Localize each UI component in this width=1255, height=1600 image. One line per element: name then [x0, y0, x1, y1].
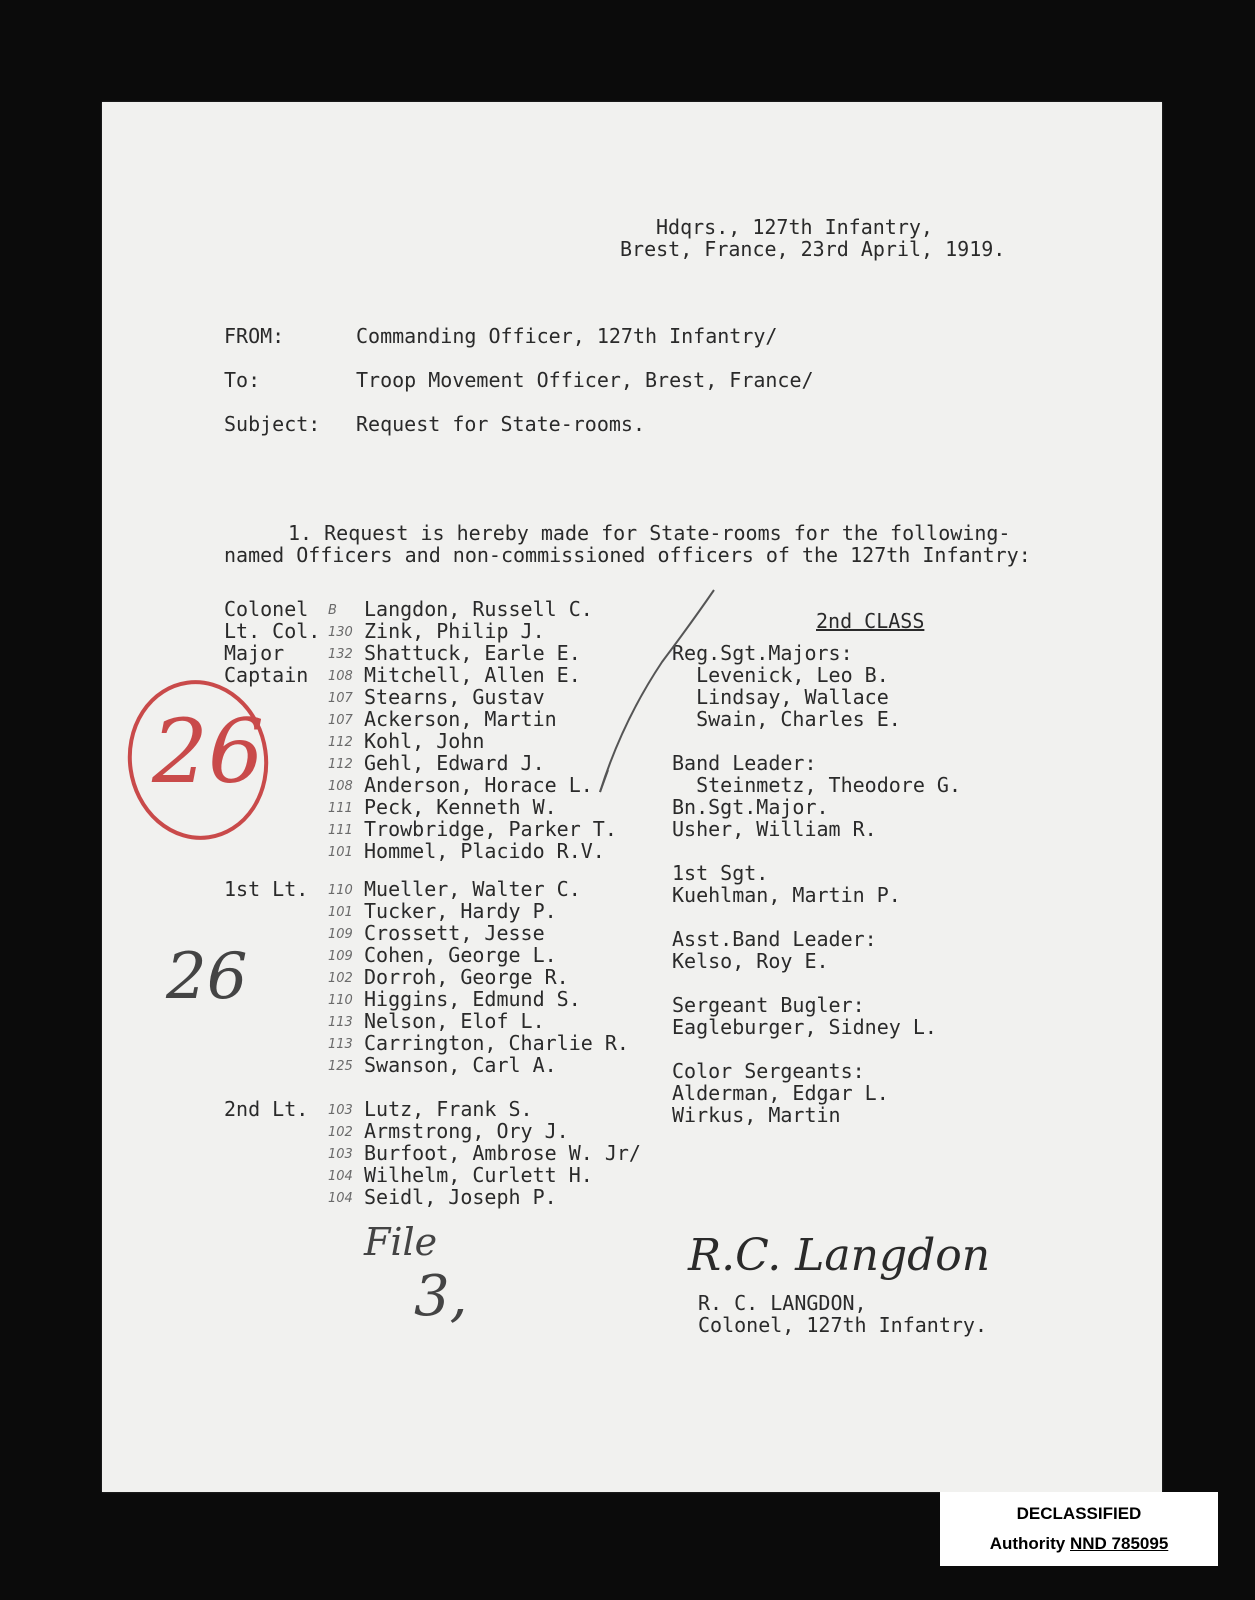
second-class-line: Alderman, Edgar L.	[672, 1081, 889, 1105]
officer-name: Langdon, Russell C.	[364, 597, 593, 621]
second-class-line: Lindsay, Wallace	[672, 685, 889, 709]
officer-name: Gehl, Edward J.	[364, 751, 545, 775]
from-label: FROM:	[224, 324, 285, 348]
officer-pencil-number: 104	[328, 1169, 353, 1184]
document-page	[102, 102, 1162, 1492]
body-line-2: named Officers and non-commissioned officers of the 127th Infantry:	[224, 543, 1031, 567]
officer-pencil-number: 110	[328, 883, 353, 898]
second-class-line: Steinmetz, Theodore G.	[672, 773, 961, 797]
officer-name: Mueller, Walter C.	[364, 877, 581, 901]
to-value: Troop Movement Officer, Brest, France/	[356, 368, 814, 392]
declassified-stamp	[940, 1492, 1218, 1566]
officer-rank: Lt. Col.	[224, 619, 321, 643]
officer-pencil-number: 111	[328, 801, 353, 816]
officer-pencil-number: 104	[328, 1191, 353, 1206]
officer-pencil-number: 109	[328, 949, 353, 964]
second-class-line: Reg.Sgt.Majors:	[672, 641, 853, 665]
officer-rank: Captain	[224, 663, 309, 687]
officer-rank: Major	[224, 641, 285, 665]
signature-name: R. C. LANGDON,	[698, 1291, 867, 1315]
officer-pencil-number: 102	[328, 1125, 353, 1140]
officer-pencil-number: 112	[328, 735, 353, 750]
officer-pencil-number: 113	[328, 1037, 353, 1052]
officer-name: Kohl, John	[364, 729, 485, 753]
officer-rank: 1st Lt.	[224, 877, 309, 901]
officer-pencil-number: 113	[328, 1015, 353, 1030]
second-class-line: Bn.Sgt.Major.	[672, 795, 829, 819]
officer-name: Hommel, Placido R.V.	[364, 839, 605, 863]
second-class-line: 1st Sgt.	[672, 861, 769, 885]
second-class-heading: 2nd CLASS	[816, 609, 925, 633]
officer-name: Dorroh, George R.	[364, 965, 569, 989]
officer-name: Burfoot, Ambrose W. Jr/	[364, 1141, 641, 1165]
officer-pencil-number: 110	[328, 993, 353, 1008]
second-class-line: Sergeant Bugler:	[672, 993, 865, 1017]
circled-number: 26	[152, 700, 264, 803]
officer-pencil-number: 102	[328, 971, 353, 986]
officer-pencil-number: 103	[328, 1103, 353, 1118]
margin-number: 26	[166, 940, 248, 1014]
officer-pencil-number: 107	[328, 713, 353, 728]
subject-value: Request for State-rooms.	[356, 412, 645, 436]
stamp-line-2	[940, 1534, 1218, 1554]
officer-pencil-number: 130	[328, 625, 353, 640]
officer-pencil-number: 108	[328, 669, 353, 684]
officer-name: Cohen, George L.	[364, 943, 557, 967]
officer-name: Swanson, Carl A.	[364, 1053, 557, 1077]
second-class-line: Usher, William R.	[672, 817, 877, 841]
officer-pencil-number: B	[328, 603, 337, 618]
officer-rank: 2nd Lt.	[224, 1097, 309, 1121]
officer-name: Lutz, Frank S.	[364, 1097, 533, 1121]
officer-pencil-number: 107	[328, 691, 353, 706]
officer-pencil-number: 125	[328, 1059, 353, 1074]
second-class-line: Wirkus, Martin	[672, 1103, 841, 1127]
officer-name: Mitchell, Allen E.	[364, 663, 581, 687]
officer-name: Nelson, Elof L.	[364, 1009, 545, 1033]
officer-rank: Colonel	[224, 597, 309, 621]
file-note: File	[364, 1220, 438, 1264]
officer-pencil-number: 103	[328, 1147, 353, 1162]
officer-pencil-number: 108	[328, 779, 353, 794]
from-value: Commanding Officer, 127th Infantry/	[356, 324, 778, 348]
officer-name: Carrington, Charlie R.	[364, 1031, 629, 1055]
second-class-line: Band Leader:	[672, 751, 817, 775]
file-number: 3,	[414, 1264, 468, 1329]
officer-name: Tucker, Hardy P.	[364, 899, 557, 923]
officer-name: Ackerson, Martin	[364, 707, 557, 731]
officer-name: Shattuck, Earle E.	[364, 641, 581, 665]
officer-pencil-number: 101	[328, 845, 353, 860]
officer-name: Wilhelm, Curlett H.	[364, 1163, 593, 1187]
stamp-line-1: DECLASSIFIED	[1016, 1504, 1142, 1523]
officer-name: Armstrong, Ory J.	[364, 1119, 569, 1143]
header-line-1: Hdqrs., 127th Infantry,	[656, 215, 933, 239]
header-line-2: Brest, France, 23rd April, 1919.	[620, 237, 1006, 261]
second-class-line: Color Sergeants:	[672, 1059, 865, 1083]
second-class-line: Asst.Band Leader:	[672, 927, 877, 951]
signature-title: Colonel, 127th Infantry.	[698, 1313, 987, 1337]
second-class-line: Swain, Charles E.	[672, 707, 901, 731]
second-class-line: Kelso, Roy E.	[672, 949, 829, 973]
second-class-line: Eagleburger, Sidney L.	[672, 1015, 937, 1039]
officer-name: Zink, Philip J.	[364, 619, 545, 643]
officer-name: Trowbridge, Parker T.	[364, 817, 617, 841]
handwritten-signature: R.C. Langdon	[688, 1230, 991, 1281]
officer-name: Peck, Kenneth W.	[364, 795, 557, 819]
stamp-authority-id: NND 785095	[1070, 1534, 1169, 1553]
second-class-line: Kuehlman, Martin P.	[672, 883, 901, 907]
officer-name: Stearns, Gustav	[364, 685, 545, 709]
officer-pencil-number: 111	[328, 823, 353, 838]
body-line-1: 1. Request is hereby made for State-rooms for the following-	[288, 521, 1011, 545]
officer-name: Higgins, Edmund S.	[364, 987, 581, 1011]
stamp-authority-label: Authority	[989, 1534, 1070, 1553]
officer-pencil-number: 112	[328, 757, 353, 772]
officer-name: Crossett, Jesse	[364, 921, 545, 945]
officer-name: Anderson, Horace L.	[364, 773, 593, 797]
to-label: To:	[224, 368, 261, 392]
officer-pencil-number: 132	[328, 647, 353, 662]
second-class-line: Levenick, Leo B.	[672, 663, 889, 687]
officer-pencil-number: 109	[328, 927, 353, 942]
officer-pencil-number: 101	[328, 905, 353, 920]
officer-name: Seidl, Joseph P.	[364, 1185, 557, 1209]
subject-label: Subject:	[224, 412, 321, 436]
